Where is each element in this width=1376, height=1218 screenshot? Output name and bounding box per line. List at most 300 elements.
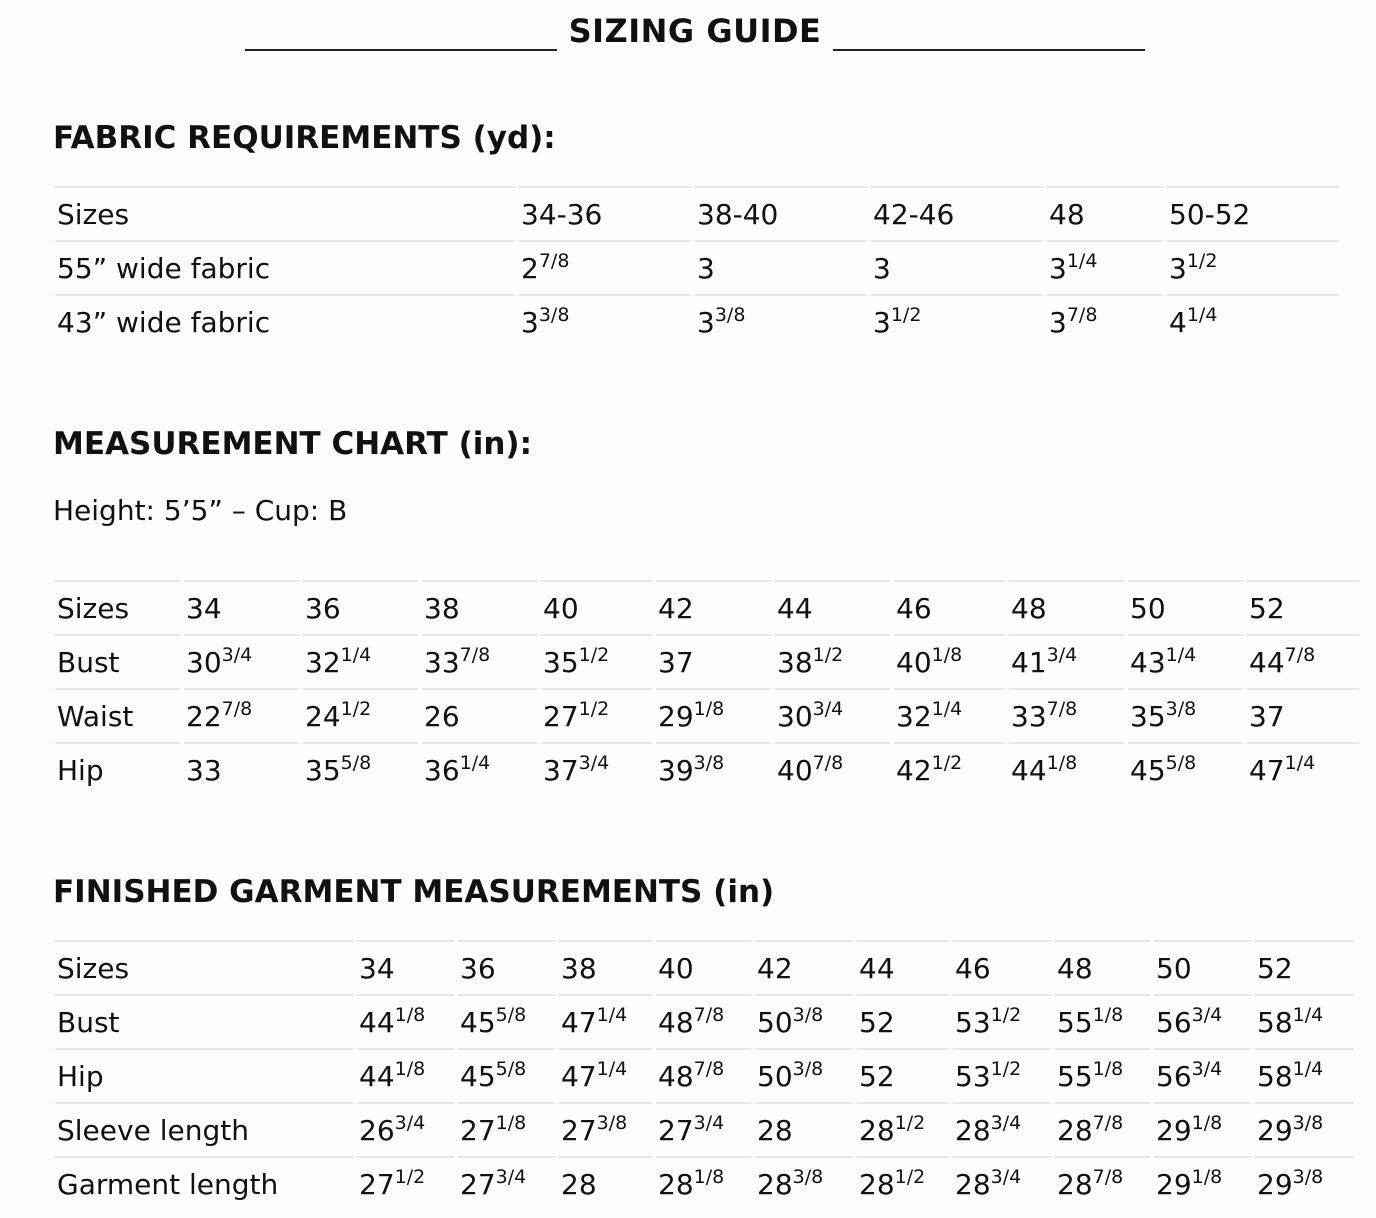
table-row bbox=[55, 186, 1339, 240]
table-cell bbox=[857, 940, 949, 994]
table-cell bbox=[458, 1048, 555, 1102]
table-cell bbox=[1009, 742, 1124, 796]
cell-fraction: 1/4 bbox=[1292, 1003, 1324, 1026]
cell-value: 36 bbox=[460, 951, 496, 985]
cell-value: 37 bbox=[1249, 699, 1285, 733]
table-cell bbox=[1255, 1156, 1354, 1210]
cell-value: 50 bbox=[757, 1005, 793, 1039]
table-cell bbox=[541, 634, 652, 688]
cell-fraction: 1/8 bbox=[693, 1165, 725, 1188]
page-title-bar bbox=[0, 12, 1376, 56]
table-cell bbox=[1247, 688, 1359, 742]
table-row bbox=[55, 294, 1339, 348]
cell-value: 55 bbox=[1057, 1059, 1093, 1093]
table-cell bbox=[857, 1156, 949, 1210]
cell-fraction: 3/8 bbox=[538, 303, 570, 326]
table-cell bbox=[1055, 1102, 1150, 1156]
cell-value: 52 bbox=[1249, 591, 1285, 625]
cell-fraction: 5/8 bbox=[1165, 751, 1197, 774]
row-label: Sizes bbox=[55, 186, 515, 240]
cell-fraction: 7/8 bbox=[459, 643, 491, 666]
row-label: 55” wide fabric bbox=[55, 240, 515, 294]
table-cell bbox=[857, 994, 949, 1048]
table-cell bbox=[1047, 294, 1163, 348]
cell-value: 28 bbox=[955, 1167, 991, 1201]
cell-value: 28 bbox=[859, 1113, 895, 1147]
table-cell bbox=[656, 1156, 751, 1210]
table-cell bbox=[871, 294, 1043, 348]
table-cell bbox=[1247, 580, 1359, 634]
cell-value: 45 bbox=[460, 1059, 496, 1093]
table-cell bbox=[1047, 186, 1163, 240]
cell-value: 44 bbox=[777, 591, 813, 625]
cell-fraction: 1/4 bbox=[1066, 249, 1098, 272]
cell-value: 26 bbox=[424, 699, 460, 733]
cell-value: 32 bbox=[305, 645, 341, 679]
row-label: Hip bbox=[55, 742, 180, 796]
cell-fraction: 3/4 bbox=[990, 1111, 1022, 1134]
row-label: Bust bbox=[55, 634, 180, 688]
cell-fraction: 1/2 bbox=[340, 697, 372, 720]
table-cell bbox=[541, 742, 652, 796]
table-cell bbox=[357, 1156, 454, 1210]
cell-value: 3 bbox=[521, 305, 539, 339]
table-cell bbox=[458, 940, 555, 994]
cell-value: 36 bbox=[305, 591, 341, 625]
cell-value: 37 bbox=[658, 645, 694, 679]
cell-value: 43 bbox=[1130, 645, 1166, 679]
cell-value: 40 bbox=[777, 753, 813, 787]
table-cell bbox=[184, 688, 299, 742]
cell-fraction: 3/4 bbox=[495, 1165, 527, 1188]
cell-value: 35 bbox=[305, 753, 341, 787]
cell-value: 34 bbox=[359, 951, 395, 985]
cell-fraction: 1/2 bbox=[394, 1165, 426, 1188]
table-cell bbox=[1154, 994, 1251, 1048]
table-cell bbox=[1154, 1102, 1251, 1156]
cell-fraction: 1/2 bbox=[990, 1003, 1022, 1026]
cell-value: 47 bbox=[561, 1059, 597, 1093]
table-cell bbox=[1154, 1156, 1251, 1210]
cell-value: 52 bbox=[859, 1005, 895, 1039]
row-label: Sleeve length bbox=[55, 1102, 353, 1156]
table-cell bbox=[559, 1048, 652, 1102]
table-cell bbox=[871, 186, 1043, 240]
table-row bbox=[55, 580, 1359, 634]
table-cell bbox=[519, 186, 691, 240]
table-cell bbox=[357, 940, 454, 994]
cell-fraction: 1/8 bbox=[1046, 751, 1078, 774]
table-cell bbox=[422, 742, 537, 796]
table-cell bbox=[894, 688, 1005, 742]
table-cell bbox=[656, 634, 771, 688]
table-cell bbox=[1255, 1102, 1354, 1156]
table-cell bbox=[422, 688, 537, 742]
cell-value: 26 bbox=[359, 1113, 395, 1147]
cell-fraction: 1/2 bbox=[990, 1057, 1022, 1080]
cell-fraction: 3/4 bbox=[693, 1111, 725, 1134]
cell-fraction: 1/8 bbox=[931, 643, 963, 666]
cell-value: 42 bbox=[896, 753, 932, 787]
cell-value: 52 bbox=[1257, 951, 1293, 985]
cell-value: 44 bbox=[859, 951, 895, 985]
cell-value: 55 bbox=[1057, 1005, 1093, 1039]
table-cell bbox=[1247, 742, 1359, 796]
cell-value: 44 bbox=[359, 1005, 395, 1039]
cell-value: 45 bbox=[1130, 753, 1166, 787]
cell-value: 4 bbox=[1169, 305, 1187, 339]
cell-value: 33 bbox=[186, 753, 222, 787]
cell-value: 40 bbox=[896, 645, 932, 679]
finished-garment-table bbox=[55, 940, 1334, 1210]
cell-value: 28 bbox=[658, 1167, 694, 1201]
cell-fraction: 5/8 bbox=[495, 1057, 527, 1080]
cell-value: 44 bbox=[1011, 753, 1047, 787]
cell-fraction: 1/8 bbox=[1092, 1003, 1124, 1026]
cell-fraction: 7/8 bbox=[693, 1057, 725, 1080]
cell-fraction: 3/4 bbox=[394, 1111, 426, 1134]
table-cell bbox=[1128, 634, 1243, 688]
cell-value: 35 bbox=[543, 645, 579, 679]
table-row bbox=[55, 634, 1359, 688]
cell-value: 46 bbox=[896, 591, 932, 625]
cell-value: 29 bbox=[1257, 1113, 1293, 1147]
table-cell bbox=[303, 580, 418, 634]
cell-value: 3 bbox=[873, 251, 891, 285]
table-row bbox=[55, 1048, 1354, 1102]
cell-value: 41 bbox=[1011, 645, 1047, 679]
cell-fraction: 1/2 bbox=[578, 697, 610, 720]
table-cell bbox=[1154, 1048, 1251, 1102]
table-cell bbox=[656, 742, 771, 796]
table-cell bbox=[775, 634, 890, 688]
table-cell bbox=[953, 994, 1051, 1048]
table-cell bbox=[755, 1048, 853, 1102]
table-row bbox=[55, 994, 1354, 1048]
row-label: Bust bbox=[55, 994, 353, 1048]
cell-value: 40 bbox=[543, 591, 579, 625]
cell-fraction: 1/8 bbox=[1191, 1165, 1223, 1188]
table-cell bbox=[1047, 240, 1163, 294]
table-row bbox=[55, 742, 1359, 796]
cell-fraction: 7/8 bbox=[221, 697, 253, 720]
table-cell bbox=[357, 1048, 454, 1102]
cell-value: 28 bbox=[955, 1113, 991, 1147]
cell-value: 44 bbox=[1249, 645, 1285, 679]
measurement-chart-table bbox=[55, 580, 1334, 796]
cell-value: 52 bbox=[859, 1059, 895, 1093]
cell-value: 3 bbox=[873, 305, 891, 339]
cell-value: 48 bbox=[658, 1059, 694, 1093]
cell-fraction: 3/8 bbox=[1292, 1165, 1324, 1188]
cell-value: 28 bbox=[1057, 1113, 1093, 1147]
cell-value: 3 bbox=[1049, 305, 1067, 339]
cell-value: 3 bbox=[1049, 251, 1067, 285]
table-cell bbox=[695, 294, 867, 348]
cell-value: 38 bbox=[561, 951, 597, 985]
cell-fraction: 1/8 bbox=[1191, 1111, 1223, 1134]
cell-fraction: 3/4 bbox=[1191, 1057, 1223, 1080]
row-label: Sizes bbox=[55, 940, 353, 994]
table-cell bbox=[519, 240, 691, 294]
cell-value: 42-46 bbox=[873, 197, 955, 231]
cell-fraction: 1/8 bbox=[394, 1003, 426, 1026]
table-cell bbox=[695, 186, 867, 240]
table-cell bbox=[1255, 994, 1354, 1048]
fabric-requirements-table bbox=[55, 186, 1334, 348]
cell-value: 30 bbox=[777, 699, 813, 733]
table-cell bbox=[1128, 742, 1243, 796]
table-cell bbox=[871, 240, 1043, 294]
table-cell bbox=[458, 1102, 555, 1156]
cell-fraction: 1/4 bbox=[459, 751, 491, 774]
cell-value: 27 bbox=[460, 1113, 496, 1147]
cell-fraction: 3/4 bbox=[1191, 1003, 1223, 1026]
table-cell bbox=[1167, 294, 1339, 348]
table-cell bbox=[1167, 240, 1339, 294]
table-cell bbox=[1167, 186, 1339, 240]
cell-value: 37 bbox=[543, 753, 579, 787]
cell-value: 58 bbox=[1257, 1005, 1293, 1039]
table-cell bbox=[1255, 940, 1354, 994]
cell-value: 50-52 bbox=[1169, 197, 1251, 231]
cell-value: 58 bbox=[1257, 1059, 1293, 1093]
cell-value: 2 bbox=[521, 251, 539, 285]
cell-value: 56 bbox=[1156, 1059, 1192, 1093]
cell-value: 48 bbox=[1049, 197, 1085, 231]
table-cell bbox=[559, 994, 652, 1048]
table-cell bbox=[1128, 580, 1243, 634]
row-label: Hip bbox=[55, 1048, 353, 1102]
cell-value: 30 bbox=[186, 645, 222, 679]
table-cell bbox=[656, 688, 771, 742]
cell-fraction: 1/8 bbox=[1092, 1057, 1124, 1080]
cell-value: 50 bbox=[1156, 951, 1192, 985]
cell-value: 45 bbox=[460, 1005, 496, 1039]
table-cell bbox=[894, 580, 1005, 634]
table-cell bbox=[1009, 634, 1124, 688]
table-cell bbox=[1055, 994, 1150, 1048]
cell-value: 28 bbox=[859, 1167, 895, 1201]
cell-value: 29 bbox=[1257, 1167, 1293, 1201]
title-rule-left bbox=[245, 49, 557, 51]
cell-value: 42 bbox=[757, 951, 793, 985]
cell-fraction: 1/4 bbox=[596, 1057, 628, 1080]
table-cell bbox=[695, 240, 867, 294]
table-cell bbox=[755, 940, 853, 994]
table-cell bbox=[519, 294, 691, 348]
cell-fraction: 1/2 bbox=[812, 643, 844, 666]
table-cell bbox=[1055, 1048, 1150, 1102]
fabric-requirements-heading: FABRIC REQUIREMENTS (yd): bbox=[53, 120, 556, 156]
table-cell bbox=[953, 1048, 1051, 1102]
cell-value: 56 bbox=[1156, 1005, 1192, 1039]
cell-fraction: 1/4 bbox=[340, 643, 372, 666]
cell-fraction: 3/8 bbox=[714, 303, 746, 326]
table-cell bbox=[303, 688, 418, 742]
cell-value: 38-40 bbox=[697, 197, 779, 231]
table-cell bbox=[1128, 688, 1243, 742]
table-cell bbox=[357, 1102, 454, 1156]
cell-value: 33 bbox=[1011, 699, 1047, 733]
table-cell bbox=[894, 634, 1005, 688]
table-cell bbox=[656, 1048, 751, 1102]
row-label: 43” wide fabric bbox=[55, 294, 515, 348]
cell-value: 24 bbox=[305, 699, 341, 733]
table-cell bbox=[559, 940, 652, 994]
table-row bbox=[55, 1102, 1354, 1156]
cell-fraction: 1/2 bbox=[890, 303, 922, 326]
cell-fraction: 1/4 bbox=[1292, 1057, 1324, 1080]
table-cell bbox=[953, 1102, 1051, 1156]
table-cell bbox=[755, 1102, 853, 1156]
cell-fraction: 7/8 bbox=[1066, 303, 1098, 326]
table-cell bbox=[458, 1156, 555, 1210]
measurement-chart-heading: MEASUREMENT CHART (in): bbox=[53, 426, 533, 462]
cell-fraction: 1/2 bbox=[1186, 249, 1218, 272]
cell-value: 27 bbox=[561, 1113, 597, 1147]
table-cell bbox=[953, 1156, 1051, 1210]
cell-fraction: 1/4 bbox=[931, 697, 963, 720]
table-row bbox=[55, 688, 1359, 742]
page-title: SIZING GUIDE bbox=[568, 12, 822, 50]
cell-fraction: 3/4 bbox=[1046, 643, 1078, 666]
table-cell bbox=[775, 580, 890, 634]
cell-fraction: 1/2 bbox=[578, 643, 610, 666]
cell-value: 34-36 bbox=[521, 197, 603, 231]
table-cell bbox=[422, 634, 537, 688]
cell-fraction: 7/8 bbox=[812, 751, 844, 774]
row-label: Garment length bbox=[55, 1156, 353, 1210]
cell-value: 28 bbox=[561, 1167, 597, 1201]
cell-fraction: 1/4 bbox=[1186, 303, 1218, 326]
cell-value: 46 bbox=[955, 951, 991, 985]
cell-value: 29 bbox=[658, 699, 694, 733]
cell-value: 22 bbox=[186, 699, 222, 733]
table-cell bbox=[894, 742, 1005, 796]
table-cell bbox=[953, 940, 1051, 994]
finished-garment-heading: FINISHED GARMENT MEASUREMENTS (in) bbox=[53, 874, 775, 910]
cell-fraction: 7/8 bbox=[693, 1003, 725, 1026]
row-label: Waist bbox=[55, 688, 180, 742]
cell-fraction: 1/4 bbox=[1284, 751, 1316, 774]
table-cell bbox=[303, 742, 418, 796]
cell-value: 44 bbox=[359, 1059, 395, 1093]
table-row bbox=[55, 1156, 1354, 1210]
cell-fraction: 1/8 bbox=[693, 697, 725, 720]
cell-fraction: 3/4 bbox=[812, 697, 844, 720]
title-rule-right bbox=[833, 49, 1145, 51]
table-cell bbox=[184, 742, 299, 796]
cell-fraction: 1/8 bbox=[495, 1111, 527, 1134]
table-cell bbox=[1154, 940, 1251, 994]
table-cell bbox=[775, 688, 890, 742]
cell-fraction: 7/8 bbox=[538, 249, 570, 272]
table-cell bbox=[184, 580, 299, 634]
cell-value: 53 bbox=[955, 1005, 991, 1039]
cell-value: 29 bbox=[1156, 1167, 1192, 1201]
table-cell bbox=[1247, 634, 1359, 688]
table-cell bbox=[458, 994, 555, 1048]
cell-fraction: 3/4 bbox=[990, 1165, 1022, 1188]
cell-value: 47 bbox=[1249, 753, 1285, 787]
cell-value: 47 bbox=[561, 1005, 597, 1039]
cell-fraction: 7/8 bbox=[1092, 1111, 1124, 1134]
cell-value: 36 bbox=[424, 753, 460, 787]
cell-value: 48 bbox=[658, 1005, 694, 1039]
table-cell bbox=[303, 634, 418, 688]
cell-fraction: 3/8 bbox=[792, 1057, 824, 1080]
cell-value: 40 bbox=[658, 951, 694, 985]
table-cell bbox=[857, 1048, 949, 1102]
table-cell bbox=[755, 1156, 853, 1210]
table-cell bbox=[1255, 1048, 1354, 1102]
cell-value: 3 bbox=[697, 251, 715, 285]
cell-fraction: 1/8 bbox=[394, 1057, 426, 1080]
table-cell bbox=[1009, 580, 1124, 634]
height-cup-note: Height: 5’5” – Cup: B bbox=[53, 494, 348, 527]
cell-fraction: 1/2 bbox=[931, 751, 963, 774]
cell-fraction: 3/8 bbox=[1165, 697, 1197, 720]
table-row bbox=[55, 940, 1354, 994]
cell-value: 34 bbox=[186, 591, 222, 625]
table-cell bbox=[656, 940, 751, 994]
cell-value: 27 bbox=[543, 699, 579, 733]
cell-fraction: 1/4 bbox=[1165, 643, 1197, 666]
table-cell bbox=[755, 994, 853, 1048]
cell-value: 35 bbox=[1130, 699, 1166, 733]
table-cell bbox=[775, 742, 890, 796]
cell-value: 29 bbox=[1156, 1113, 1192, 1147]
cell-fraction: 3/8 bbox=[596, 1111, 628, 1134]
cell-value: 50 bbox=[757, 1059, 793, 1093]
cell-fraction: 7/8 bbox=[1046, 697, 1078, 720]
cell-value: 42 bbox=[658, 591, 694, 625]
table-cell bbox=[857, 1102, 949, 1156]
cell-fraction: 7/8 bbox=[1092, 1165, 1124, 1188]
table-row bbox=[55, 240, 1339, 294]
cell-value: 48 bbox=[1057, 951, 1093, 985]
cell-value: 3 bbox=[1169, 251, 1187, 285]
table-cell bbox=[422, 580, 537, 634]
table-cell bbox=[1055, 1156, 1150, 1210]
cell-value: 32 bbox=[896, 699, 932, 733]
cell-value: 28 bbox=[1057, 1167, 1093, 1201]
cell-fraction: 3/8 bbox=[792, 1003, 824, 1026]
cell-fraction: 7/8 bbox=[1284, 643, 1316, 666]
table-cell bbox=[656, 994, 751, 1048]
cell-value: 39 bbox=[658, 753, 694, 787]
cell-fraction: 1/4 bbox=[596, 1003, 628, 1026]
cell-value: 27 bbox=[658, 1113, 694, 1147]
cell-value: 28 bbox=[757, 1167, 793, 1201]
cell-fraction: 5/8 bbox=[495, 1003, 527, 1026]
cell-fraction: 3/8 bbox=[693, 751, 725, 774]
table-cell bbox=[656, 1102, 751, 1156]
table-cell bbox=[656, 580, 771, 634]
cell-value: 50 bbox=[1130, 591, 1166, 625]
cell-value: 27 bbox=[359, 1167, 395, 1201]
table-cell bbox=[541, 580, 652, 634]
cell-value: 28 bbox=[757, 1113, 793, 1147]
table-cell bbox=[357, 994, 454, 1048]
cell-value: 38 bbox=[777, 645, 813, 679]
cell-value: 53 bbox=[955, 1059, 991, 1093]
table-cell bbox=[1009, 688, 1124, 742]
table-cell bbox=[541, 688, 652, 742]
cell-value: 38 bbox=[424, 591, 460, 625]
row-label: Sizes bbox=[55, 580, 180, 634]
